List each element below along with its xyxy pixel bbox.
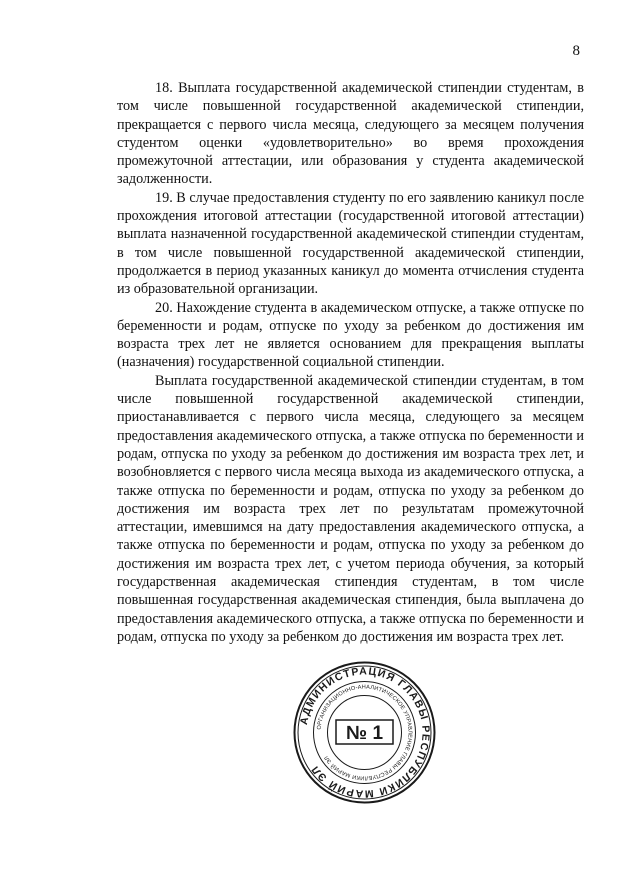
paragraph-19: 19. В случае предоставления студенту по его заявлению каникул после прохождения итоговой аттестации (государственной итоговой аттестации) выплата назначенной государственной академической стипендии студентам, в том числе повышенной государственной академической стипендии, продолжается в период указанных каникул до момента отчисления студента из образовательной организации. (117, 189, 584, 298)
paragraph-18: 18. Выплата государственной академической стипендии студентам, в том числе повышенной государственной академической стипендии, прекращается с первого числа месяца, следующего за месяцем получения студентом оценки «удовлетворительно» во время прохождения промежуточной аттестации, или образования у студента академической задолженности. (117, 80, 584, 188)
stamp-center-number: № 1 (345, 723, 384, 744)
document-body (117, 79, 584, 646)
paragraph-20: 20. Нахождение студента в академическом отпуске, а также отпуске по беременности и родам, отпуске по уходу за ребенком до достижения им возраста трех лет не является основанием для прекращения выплаты (назначения) государственной социальной стипендии. (117, 299, 584, 371)
official-stamp (292, 660, 437, 805)
paragraph-20-continued: Выплата государственной академической стипендии студентам, в том числе повышенной государственной академической стипендии, приостанавливается с первого числа месяца, следующего за месяцем предоставления академического отпуска, а также отпуска по беременности и родам, отпуска по уходу за ребенком до достижения им возраста трех лет, и возобновляется с первого числа месяца выхода из академического отпуска, а также отпуска по беременности и родам, отпуска по уходу за ребенком до достижения им возраста трех лет по результатам промежуточной аттестации, имевшимся на дату предоставления академического отпуска, а также отпуска по беременности и родам, отпуска по уходу за ребенком до достижения им возраста трех лет, с учетом периода обучения, за который государственная академическая стипендия студентам, в том числе повышенная государственная академическая стипендия, была выплачена до предоставления академического отпуска, а также отпуска по беременности и родам, отпуска по уходу за ребенком до достижения им возраста трех лет. (117, 372, 584, 645)
stamp-inner-text: ОРГАНИЗАЦИОННО-АНАЛИТИЧЕСКОЕ УПРАВЛЕНИЕ ГЛАВЫ РЕСПУБЛИКИ МАРИЙ ЭЛ (316, 684, 413, 781)
page-number: 8 (572, 43, 580, 59)
stamp-outer-text: АДМИНИСТРАЦИЯ ГЛАВЫ РЕСПУБЛИКИ МАРИЙ ЭЛ (297, 665, 432, 800)
